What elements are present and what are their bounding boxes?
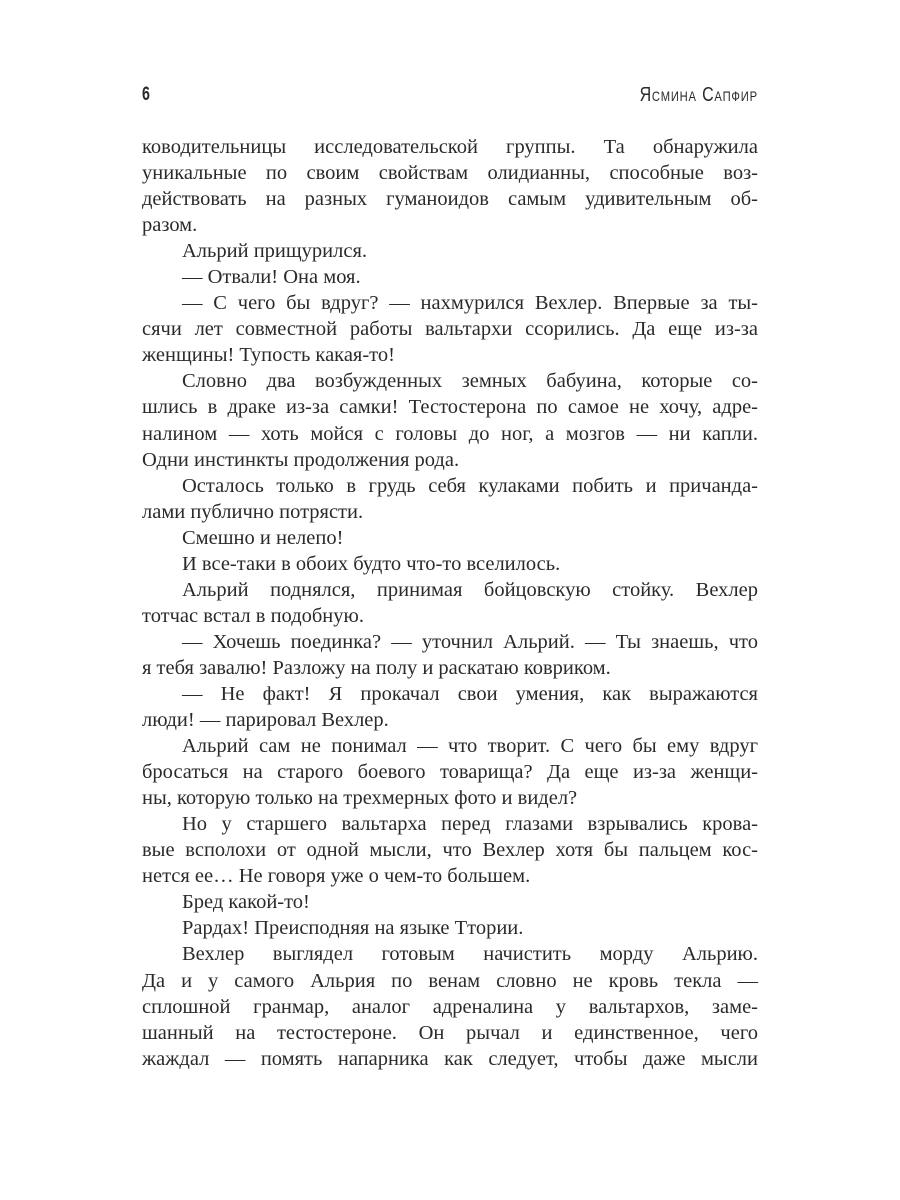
text-line: Бред какой-то! — [182, 891, 310, 914]
text-line: тотчас встал в подобную. — [142, 604, 364, 627]
running-head — [142, 80, 758, 112]
text-line: бросаться на старого боевого товарища? Да еще из-за женщи- — [142, 761, 758, 784]
text-line: сплошной гранмар, аналог адреналина у вальтархов, заме- — [142, 995, 758, 1018]
text-line: действовать на разных гуманоидов самым удивительным об- — [142, 188, 758, 211]
book-page — [142, 80, 758, 1072]
text-line: шанный на тестостероне. Он рычал и единственное, чего — [142, 1021, 758, 1044]
text-line: Альрий поднялся, принимая бойцовскую стойку. Вехлер — [182, 578, 758, 601]
text-line: Вехлер выглядел готовым начистить морду Альрию. — [182, 943, 758, 966]
text-line: Осталось только в грудь себя кулаками побить и причанда- — [182, 474, 758, 497]
text-line: Словно два возбужденных земных бабуина, которые со- — [182, 370, 758, 393]
text-line: Рардах! Преисподняя на языке Ттории. — [182, 917, 524, 940]
text-line: — Хочешь поединка? — уточнил Альрий. — Ты знаешь, что — [182, 630, 758, 653]
text-line: уникальные по своим свойствам олидианны, способные воз- — [142, 162, 758, 185]
text-line: И все-таки в обоих будто что-то вселилось. — [182, 552, 561, 575]
text-line: Альрий прищурился. — [182, 240, 368, 263]
body-text — [142, 134, 758, 1072]
author-name: Ясмина Сапфир — [639, 84, 758, 106]
text-line: — Отвали! Она моя. — [182, 266, 361, 289]
text-line: — Не факт! Я прокачал свои умения, как выражаются — [182, 682, 758, 705]
text-line: Но у старшего вальтарха перед глазами взрывались крова- — [182, 813, 758, 836]
text-line: — С чего бы вдруг? — нахмурился Вехлер. Впервые за ты- — [182, 292, 758, 315]
text-line: Да и у самого Альрия по венам словно не кровь текла — — [142, 969, 758, 992]
text-line: лами публично потрясти. — [142, 500, 364, 523]
text-line: сячи лет совместной работы вальтархи ссорились. Да еще из-за — [142, 318, 758, 341]
text-line: я тебя завалю! Разложу на полу и раскатаю ковриком. — [142, 656, 611, 679]
text-line: ководительницы исследовательской группы. Та обнаружила — [142, 136, 758, 158]
text-line: нется ее… Не говоря уже о чем-то большем. — [142, 865, 531, 888]
text-line: вые всполохи от одной мысли, что Вехлер хотя бы пальцем кос- — [142, 839, 758, 862]
text-line: женщины! Тупость какая-то! — [142, 344, 395, 367]
text-line: разом. — [142, 214, 198, 237]
text-line: Альрий сам не понимал — что творит. С чего бы ему вдруг — [182, 735, 758, 758]
text-line: налином — хоть мойся с головы до ног, а мозгов — ни капли. — [142, 422, 758, 445]
text-line: жаждал — помять напарника как следует, чтобы даже мысли — [142, 1047, 758, 1070]
page-number: 6 — [142, 84, 150, 105]
text-line: люди! — парировал Вехлер. — [142, 709, 389, 732]
text-line: Смешно и нелепо! — [182, 526, 344, 549]
text-line: Одни инстинкты продолжения рода. — [142, 448, 460, 471]
text-line: шлись в драке из-за самки! Тестостерона по самое не хочу, адре- — [142, 396, 758, 419]
text-line: ны, которую только на трехмерных фото и видел? — [142, 787, 578, 810]
